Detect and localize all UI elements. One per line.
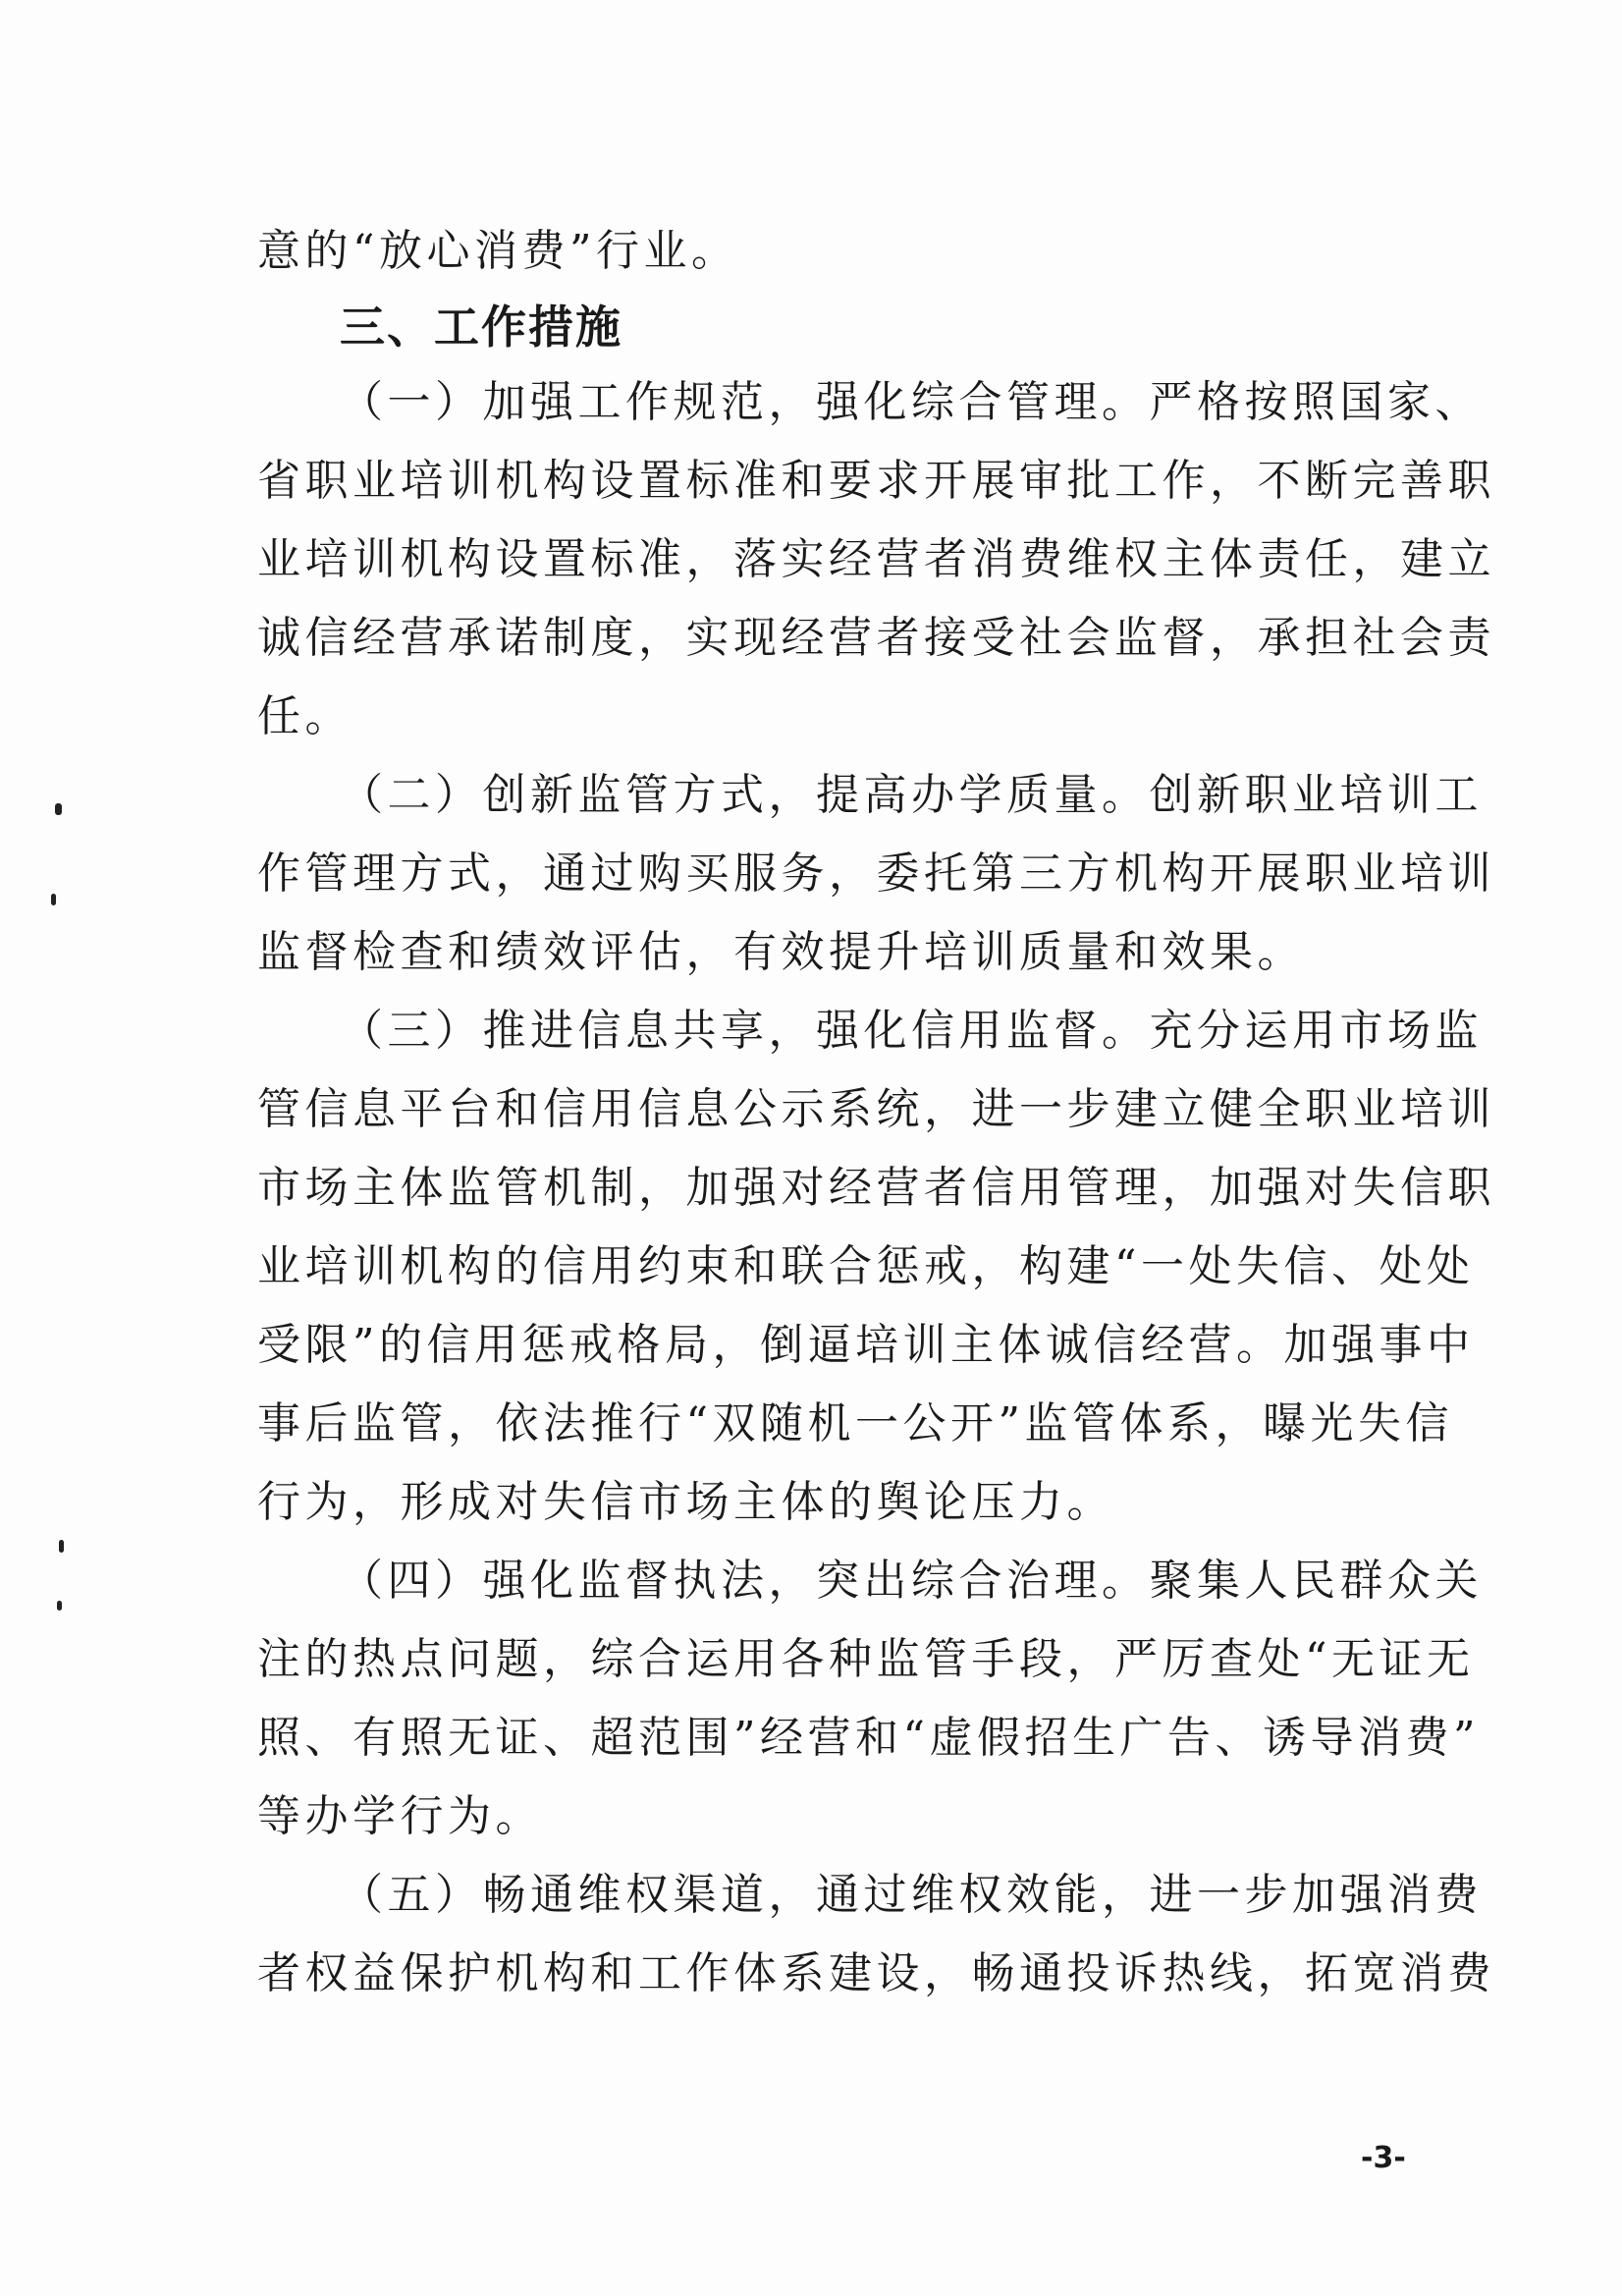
binding-mark [57, 1601, 62, 1611]
text-line-11: （三）推进信息共享，强化信用监督。充分运用市场监 [340, 1006, 1483, 1056]
text-line-9: 作管理方式，通过购买服务，委托第三方机构开展职业培训 [257, 848, 1495, 899]
text-line-6: 诚信经营承诺制度，实现经营者接受社会监督，承担社会责 [257, 613, 1495, 663]
text-line-4: 省职业培训机构设置标准和要求开展审批工作，不断完善职 [257, 456, 1495, 506]
text-line-13: 市场主体监管机制，加强对经营者信用管理，加强对失信职 [257, 1163, 1495, 1213]
text-line-21: 等办学行为。 [257, 1791, 543, 1841]
text-line-18: （四）强化监督执法，突出综合治理。聚集人民群众关 [340, 1556, 1483, 1606]
text-line-12: 管信息平台和信用信息公示系统，进一步建立健全职业培训 [257, 1084, 1495, 1134]
text-line-5: 业培训机构设置标准，落实经营者消费维权主体责任，建立 [257, 534, 1495, 584]
binding-mark [59, 1540, 64, 1553]
text-line-22: （五）畅通维权渠道，通过维权效能，进一步加强消费 [340, 1870, 1483, 1920]
text-line-15: 受限”的信用惩戒格局，倒逼培训主体诚信经营。加强事中 [257, 1320, 1475, 1370]
binding-mark [55, 803, 62, 815]
text-line-7: 任。 [257, 691, 352, 741]
binding-mark [51, 894, 56, 905]
text-line-3: （一）加强工作规范，强化综合管理。严格按照国家、 [340, 377, 1483, 427]
page-number: -3- [1361, 2141, 1406, 2175]
text-line-19: 注的热点问题，综合运用各种监管手段，严厉查处“无证无 [257, 1634, 1475, 1684]
section-heading: 三、工作措施 [340, 301, 622, 354]
text-line-17: 行为，形成对失信市场主体的舆论压力。 [257, 1477, 1114, 1527]
text-line-10: 监督检查和绩效评估，有效提升培训质量和效果。 [257, 927, 1305, 977]
text-line-16: 事后监管，依法推行“双随机一公开”监管体系，曝光失信 [257, 1398, 1453, 1449]
text-line-20: 照、有照无证、超范围”经营和“虚假招生广告、诱导消费” [257, 1713, 1480, 1763]
text-line-1: 意的“放心消费”行业。 [257, 226, 739, 276]
text-line-23: 者权益保护机构和工作体系建设，畅通投诉热线，拓宽消费 [257, 1948, 1495, 1998]
text-line-8: （二）创新监管方式，提高办学质量。创新职业培训工 [340, 770, 1483, 820]
text-line-14: 业培训机构的信用约束和联合惩戒，构建“一处失信、处处 [257, 1241, 1475, 1291]
